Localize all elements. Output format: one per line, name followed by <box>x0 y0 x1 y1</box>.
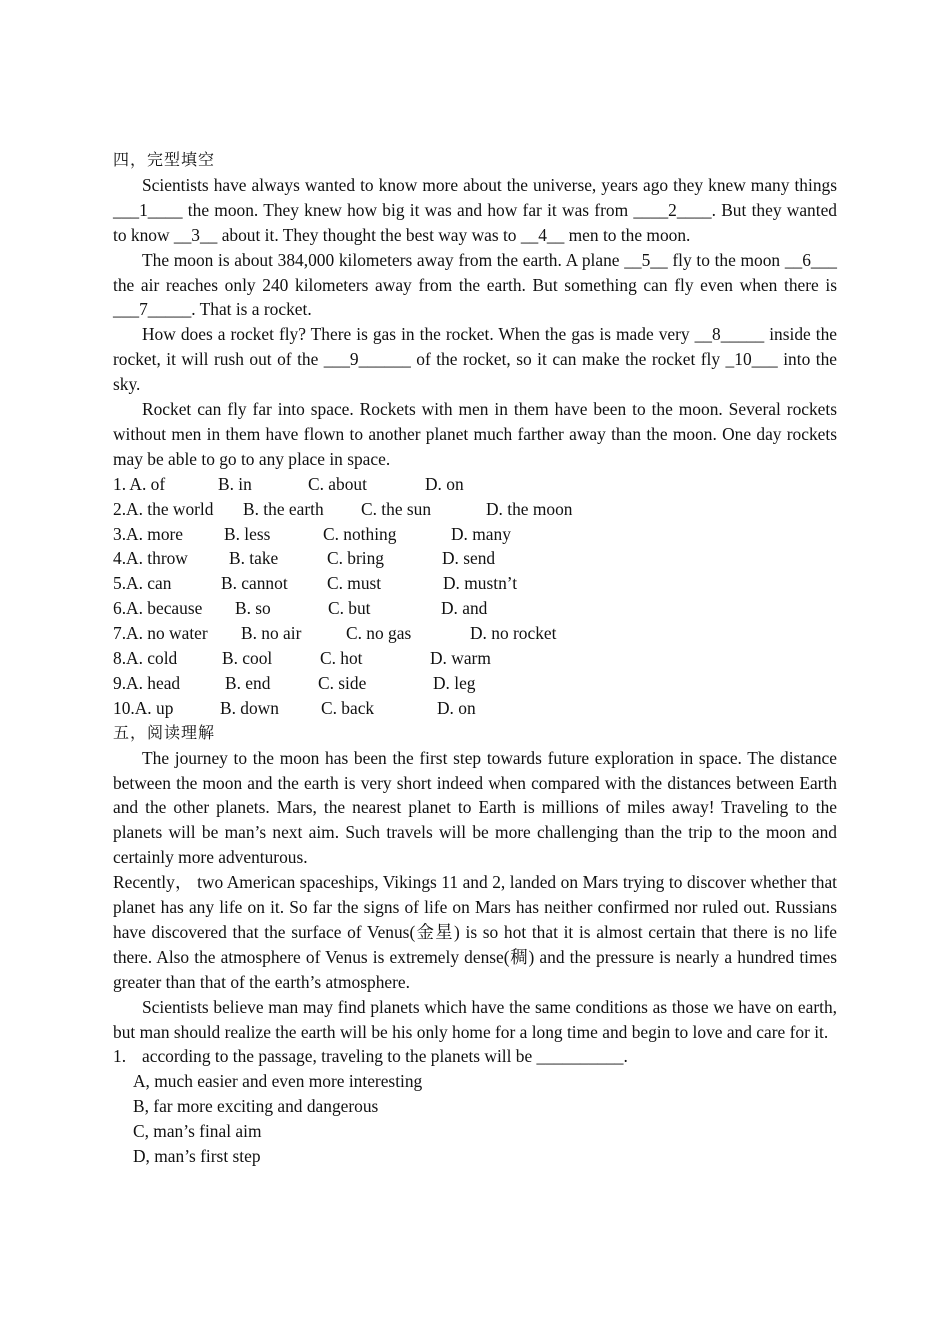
option-b: B. the earth <box>243 498 324 519</box>
option-b: B. cool <box>222 648 273 669</box>
option-b: B. take <box>229 548 279 569</box>
option-a: 9.A. head <box>113 672 181 693</box>
option-d: D. warm <box>430 648 491 669</box>
reading-paragraph-3: Scientists believe man may find planets which have the same conditions as those we have on earth, but man should realize the earth will be his only home for a long time and begin to love and care for it. <box>113 996 837 1042</box>
choice-c: C, man’s final aim <box>133 1121 262 1142</box>
document-page <box>113 148 837 1169</box>
option-c: C. the sun <box>361 498 432 519</box>
option-c: C. must <box>327 573 382 594</box>
option-d: D. and <box>441 598 488 619</box>
option-c: C. about <box>308 473 367 494</box>
option-a: 8.A. cold <box>113 648 178 669</box>
option-d: D. many <box>451 523 511 544</box>
option-b: B. in <box>218 473 252 494</box>
question-1 <box>113 1044 837 1069</box>
option-b: B. so <box>235 598 271 619</box>
option-d: D. mustn’t <box>443 573 518 594</box>
option-d: D. on <box>437 697 476 718</box>
option-c: C. no gas <box>346 623 412 644</box>
section-5-heading: 五，阅读理解 <box>113 722 216 742</box>
option-b: B. end <box>225 672 271 693</box>
reading-paragraph-2: Recently， two American spaceships, Vikings 11 and 2, landed on Mars trying to discover whether that planet has any life on it. So far the signs of life on Mars has neither confirmed nor ruled out. Russians have discovered that the surface of Venus(金星) is so hot that it is almost certain that there is no life there. Also the atmosphere of Venus is extremely dense(稠) and the pressure is nearly a hundred times greater than that of the earth’s atmosphere. <box>113 872 837 992</box>
option-row-6 <box>113 596 837 621</box>
option-row-2 <box>113 497 837 522</box>
question-number: 1. <box>113 1046 127 1067</box>
option-a: 7.A. no water <box>113 623 208 644</box>
option-d: D. leg <box>433 672 476 693</box>
cloze-paragraph-2: The moon is about 384,000 kilometers away from the earth. A plane __5__ fly to the moon __6___ the air reaches only 240 kilometers away from the earth. But something can fly even when there is ___7_____. That is a rocket. <box>113 249 837 320</box>
option-c: C. back <box>321 697 375 718</box>
option-a: 1. A. of <box>113 473 166 494</box>
option-d: D. on <box>425 473 464 494</box>
option-b: B. less <box>224 523 271 544</box>
option-row-10 <box>113 696 837 721</box>
option-row-7 <box>113 621 837 646</box>
option-b: B. no air <box>241 623 302 644</box>
option-row-4 <box>113 546 837 571</box>
option-c: C. side <box>318 672 367 693</box>
option-a: 2.A. the world <box>113 498 214 519</box>
option-c: C. nothing <box>323 523 397 544</box>
option-d: D. send <box>442 548 496 569</box>
cloze-paragraph-1: Scientists have always wanted to know more about the universe, years ago they knew many things ___1____ the moon. They knew how big it was and how far it was from ____2____. But they wanted to know __3__ about it. They thought the best way was to __4__ men to the moon. <box>113 174 837 245</box>
option-c: C. hot <box>320 648 363 669</box>
option-a: 4.A. throw <box>113 548 188 569</box>
reading-paragraph-1: The journey to the moon has been the first step towards future exploration in space. The distance between the moon and the earth is very short indeed when compared with the distances between Earth and the other planets. Mars, the nearest planet to Earth is millions of miles away! Traveling to the planets will be man’s next aim. Such travels will be more challenging than the trip to the moon and certainly more adventurous. <box>113 747 837 868</box>
option-d: D. the moon <box>486 498 573 519</box>
option-row-3 <box>113 522 837 547</box>
option-row-1 <box>113 472 837 497</box>
choice-b: B, far more exciting and dangerous <box>133 1096 379 1117</box>
cloze-paragraph-4: Rocket can fly far into space. Rockets with men in them have been to the moon. Several rockets without men in them have flown to another planet much farther away than the moon. One day rockets may be able to go to any place in space. <box>113 399 837 469</box>
option-a: 5.A. can <box>113 573 172 594</box>
option-c: C. but <box>328 598 371 619</box>
question-text: according to the passage, traveling to the planets will be __________. <box>142 1046 628 1067</box>
option-row-9 <box>113 671 837 696</box>
option-c: C. bring <box>327 548 385 569</box>
section-4-heading: 四，完型填空 <box>113 150 216 169</box>
cloze-options <box>113 472 837 721</box>
option-a: 3.A. more <box>113 523 184 544</box>
cloze-paragraph-3: How does a rocket fly? There is gas in the rocket. When the gas is made very __8_____ inside the rocket, it will rush out of the ___9______ of the rocket, so it can make the rocket fly _10___ into the sky. <box>113 324 837 395</box>
option-d: D. no rocket <box>470 623 557 644</box>
option-row-5 <box>113 571 837 596</box>
option-row-8 <box>113 646 837 671</box>
choice-d: D, man’s first step <box>133 1146 261 1167</box>
option-a: 10.A. up <box>113 697 174 718</box>
option-b: B. cannot <box>221 573 288 594</box>
option-b: B. down <box>220 697 279 718</box>
choice-a: A, much easier and even more interesting <box>133 1071 423 1092</box>
option-a: 6.A. because <box>113 598 203 619</box>
